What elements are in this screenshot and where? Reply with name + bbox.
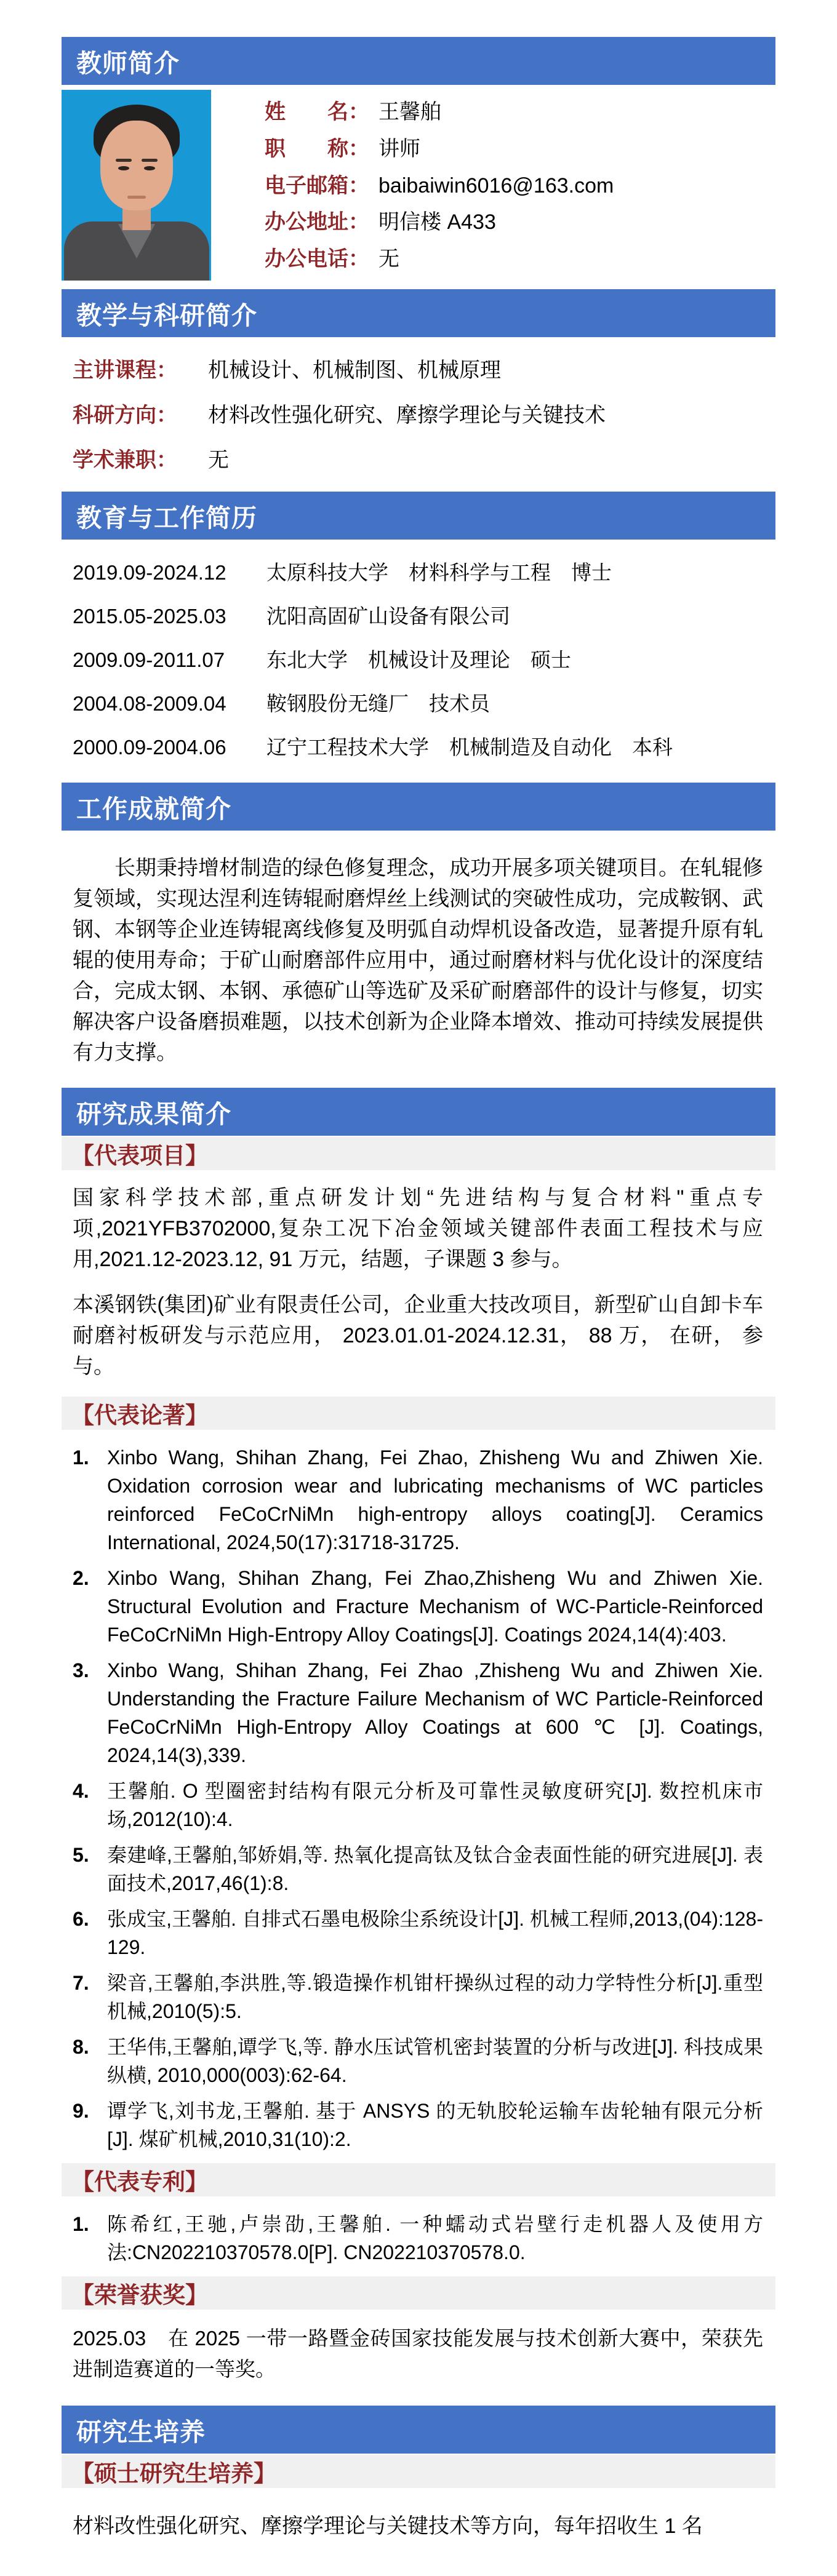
- profile-field-title: [265, 132, 614, 162]
- period: 2015.05-2025.03: [73, 605, 226, 628]
- item-text: 王馨舶. O 型圈密封结构有限元分析及可靠性灵敏度研究[J]. 数控机床市场,2012(10):4.: [107, 1780, 763, 1830]
- subheader-label: 【代表论著】: [71, 1403, 208, 1428]
- field-label: 姓 名：: [265, 100, 369, 124]
- subheader-label: 【荣誉获奖】: [71, 2283, 208, 2308]
- item-text: 谭学飞,刘书龙,王馨舶. 基于 ANSYS 的无轨胶轮运输车齿轮轴有限元分析[J]. 煤矿机械,2010,31(10):2.: [107, 2100, 763, 2150]
- detail: 太原科技大学 材料科学与工程 博士: [266, 561, 612, 584]
- section-title: 研究成果简介: [76, 1099, 231, 1128]
- subheader-label: 【代表专利】: [71, 2169, 208, 2195]
- section-title: 工作成就简介: [76, 794, 231, 823]
- publication-item: [62, 1443, 775, 1557]
- item-number: 9.: [73, 2100, 89, 2122]
- photo-mouth-shape: [127, 196, 146, 199]
- item-number: 5.: [73, 1844, 89, 1866]
- photo-brow-shape: [142, 159, 158, 162]
- item-number: 6.: [73, 1908, 89, 1930]
- profile-photo: [62, 90, 211, 281]
- field-value: 讲师: [378, 137, 420, 161]
- field-value: 王馨舶: [378, 100, 441, 124]
- detail: 沈阳高固矿山设备有限公司: [266, 605, 510, 628]
- honor-text: 在 2025 一带一路暨金砖国家技能发展与技术创新大赛中，荣获先进制造赛道的一等奖。: [73, 2327, 764, 2380]
- photo-eye-shape: [118, 166, 129, 170]
- publication-item: [62, 1656, 775, 1769]
- section-header-work-achievements: [62, 783, 775, 831]
- publications-list: [62, 1443, 775, 2153]
- field-label: 办公地址：: [265, 210, 369, 234]
- subheader-representative-patents: [62, 2163, 775, 2196]
- profile-field-name: [265, 95, 614, 125]
- profile-block: [62, 90, 775, 281]
- subheader-representative-projects: [62, 1137, 775, 1170]
- subheader-master-training: [62, 2455, 775, 2488]
- section-header-research-results: [62, 1088, 775, 1136]
- field-label: 电子邮箱：: [265, 173, 369, 197]
- photo-brow-shape: [116, 159, 132, 162]
- item-number: 2.: [73, 1567, 89, 1589]
- section-header-teacher-profile: [62, 37, 775, 85]
- item-number: 4.: [73, 1780, 89, 1802]
- project-item: 国家科学技术部,重点研发计划“先进结构与复合材料"重点专项,2021YFB3702000,复杂工况下冶金领域关键部件表面工程技术与应用,2021.12-2023.12, 91 万元，结题，子课题 3 参与。: [73, 1186, 763, 1271]
- honor-date: 2025.03: [73, 2327, 146, 2350]
- publication-item: [62, 1841, 775, 1897]
- section-header-education-work: [62, 492, 775, 540]
- period: 2019.09-2024.12: [73, 561, 226, 584]
- item-text: 梁音,王馨舶,李洪胜,等.锻造操作机钳杆操纵过程的动力学特性分析[J].重型机械,2010(5):5.: [107, 1972, 763, 2022]
- section-title: 教学与科研简介: [76, 301, 257, 330]
- profile-field-phone: [265, 242, 614, 272]
- item-text: Xinbo Wang, Shihan Zhang, Fei Zhao,Zhisheng Wu and Zhiwen Xie. Structural Evolution and Fracture Mechanism of WC-Particle-Reinforced FeCoCrNiMn High-Entropy Alloy Coatings[J]. Coatings 2024,14(4):403.: [107, 1567, 763, 1646]
- publication-item: [62, 1969, 775, 2025]
- field-label: 办公电话：: [265, 247, 369, 271]
- publication-item: [62, 2097, 775, 2153]
- publication-item: [62, 1777, 775, 1833]
- row-label: 科研方向：: [73, 404, 177, 427]
- field-value: 无: [378, 247, 399, 271]
- period: 2004.08-2009.04: [73, 692, 226, 715]
- row-value: 无: [208, 449, 229, 472]
- subheader-label: 【硕士研究生培养】: [71, 2461, 276, 2486]
- page-content: [62, 0, 775, 2576]
- detail: 鞍钢股份无缝厂 技术员: [266, 692, 490, 715]
- achievements-paragraph: 长期秉持增材制造的绿色修复理念，成功开展多项关键项目。在轧辊修复领域，实现达涅利连铸辊耐磨焊丝上线测试的突破性成功，完成鞍钢、武钢、本钢等企业连铸辊离线修复及明弧自动焊机设备改造，显著提升原有轧辊的使用寿命；于矿山耐磨部件应用中，通过耐磨材料与优化设计的深度结合，完成太钢、本钢、承德矿山等选矿及采矿耐磨部件的设计与修复，切实解决客户设备磨损难题，以技术创新为企业降本增效、推动可持续发展提供有力支撑。: [73, 856, 763, 1064]
- patents-list: [62, 2210, 775, 2267]
- project-item: 本溪钢铁(集团)矿业有限责任公司，企业重大技改项目，新型矿山自卸卡车耐磨衬板研发与示范应用， 2023.01.01-2024.12.31， 88 万， 在研， 参与。: [73, 1293, 763, 1378]
- photo-eye-shape: [144, 166, 155, 170]
- section-title: 教育与工作简历: [76, 503, 257, 532]
- item-number: 1.: [73, 1446, 89, 1469]
- education-block: [62, 557, 775, 760]
- education-row: [62, 732, 775, 760]
- field-value: 明信楼 A433: [378, 210, 496, 234]
- section-title: 教师简介: [76, 49, 180, 78]
- item-text: 秦建峰,王馨舶,邹娇娟,等. 热氧化提高钛及钛合金表面性能的研究进展[J]. 表面技术,2017,46(1):8.: [107, 1844, 763, 1894]
- education-row: [62, 600, 775, 629]
- item-text: 王华伟,王馨舶,谭学飞,等. 静水压试管机密封装置的分析与改进[J]. 科技成果纵横, 2010,000(003):62-64.: [107, 2036, 763, 2086]
- profile-field-office: [265, 205, 614, 235]
- teaching-row-research-direction: [62, 398, 775, 428]
- section-title: 研究生培养: [76, 2417, 206, 2446]
- field-value-email: baibaiwin6016@163.com: [378, 173, 614, 197]
- education-row: [62, 644, 775, 673]
- section-header-graduate-training: [62, 2406, 775, 2454]
- education-row: [62, 688, 775, 717]
- honor-item: [62, 2323, 775, 2385]
- patent-item: [62, 2210, 775, 2267]
- item-text: Xinbo Wang, Shihan Zhang, Fei Zhao ,Zhisheng Wu and Zhiwen Xie. Understanding the Fracture Failure Mechanism of WC Particle-Reinforced FeCoCrNiMn High-Entropy Alloy Coatings at 600 ℃ [J]. Coatings, 2024,14(3),339.: [107, 1659, 763, 1766]
- row-label: 主讲课程：: [73, 359, 177, 382]
- item-text: Xinbo Wang, Shihan Zhang, Fei Zhao, Zhisheng Wu and Zhiwen Xie. Oxidation corrosion wear and lubricating mechanisms of WC particles reinforced FeCoCrNiMn high-entropy alloys coating[J]. Ceramics International, 2024,50(17):31718-31725.: [107, 1446, 763, 1553]
- item-text: 张成宝,王馨舶. 自排式石墨电极除尘系统设计[J]. 机械工程师,2013,(04):128-129.: [107, 1908, 763, 1958]
- period: 2009.09-2011.07: [73, 648, 225, 671]
- detail: 东北大学 机械设计及理论 硕士: [266, 648, 571, 671]
- row-value: 材料改性强化研究、摩擦学理论与关键技术: [208, 404, 606, 427]
- row-label: 学术兼职：: [73, 449, 177, 472]
- subheader-representative-publications: [62, 1397, 775, 1430]
- row-value: 机械设计、机械制图、机械原理: [208, 359, 501, 382]
- master-training-text: 材料改性强化研究、摩擦学理论与关键技术等方向，每年招收生 1 名: [73, 2514, 703, 2538]
- item-number: 8.: [73, 2036, 89, 2058]
- subheader-honors-awards: [62, 2276, 775, 2310]
- item-text: 陈希红,王驰,卢崇劭,王馨舶. 一种蠕动式岩壁行走机器人及使用方法:CN202210370578.0[P]. CN202210370578.0.: [107, 2213, 763, 2263]
- field-label: 职 称：: [265, 137, 369, 161]
- publication-item: [62, 2033, 775, 2089]
- profile-fields: [265, 90, 614, 281]
- teaching-block: [62, 353, 775, 473]
- education-row: [62, 557, 775, 586]
- profile-field-email: [265, 169, 614, 199]
- publication-item: [62, 1564, 775, 1649]
- period: 2000.09-2004.06: [73, 736, 226, 759]
- item-number: 3.: [73, 1659, 89, 1681]
- detail: 辽宁工程技术大学 机械制造及自动化 本科: [266, 736, 673, 759]
- section-header-teaching-research: [62, 289, 775, 337]
- item-number: 1.: [73, 2213, 89, 2235]
- teaching-row-courses: [62, 353, 775, 383]
- teaching-row-academic-posts: [62, 443, 775, 473]
- item-number: 7.: [73, 1972, 89, 1994]
- publication-item: [62, 1905, 775, 1961]
- subheader-label: 【代表项目】: [71, 1143, 208, 1168]
